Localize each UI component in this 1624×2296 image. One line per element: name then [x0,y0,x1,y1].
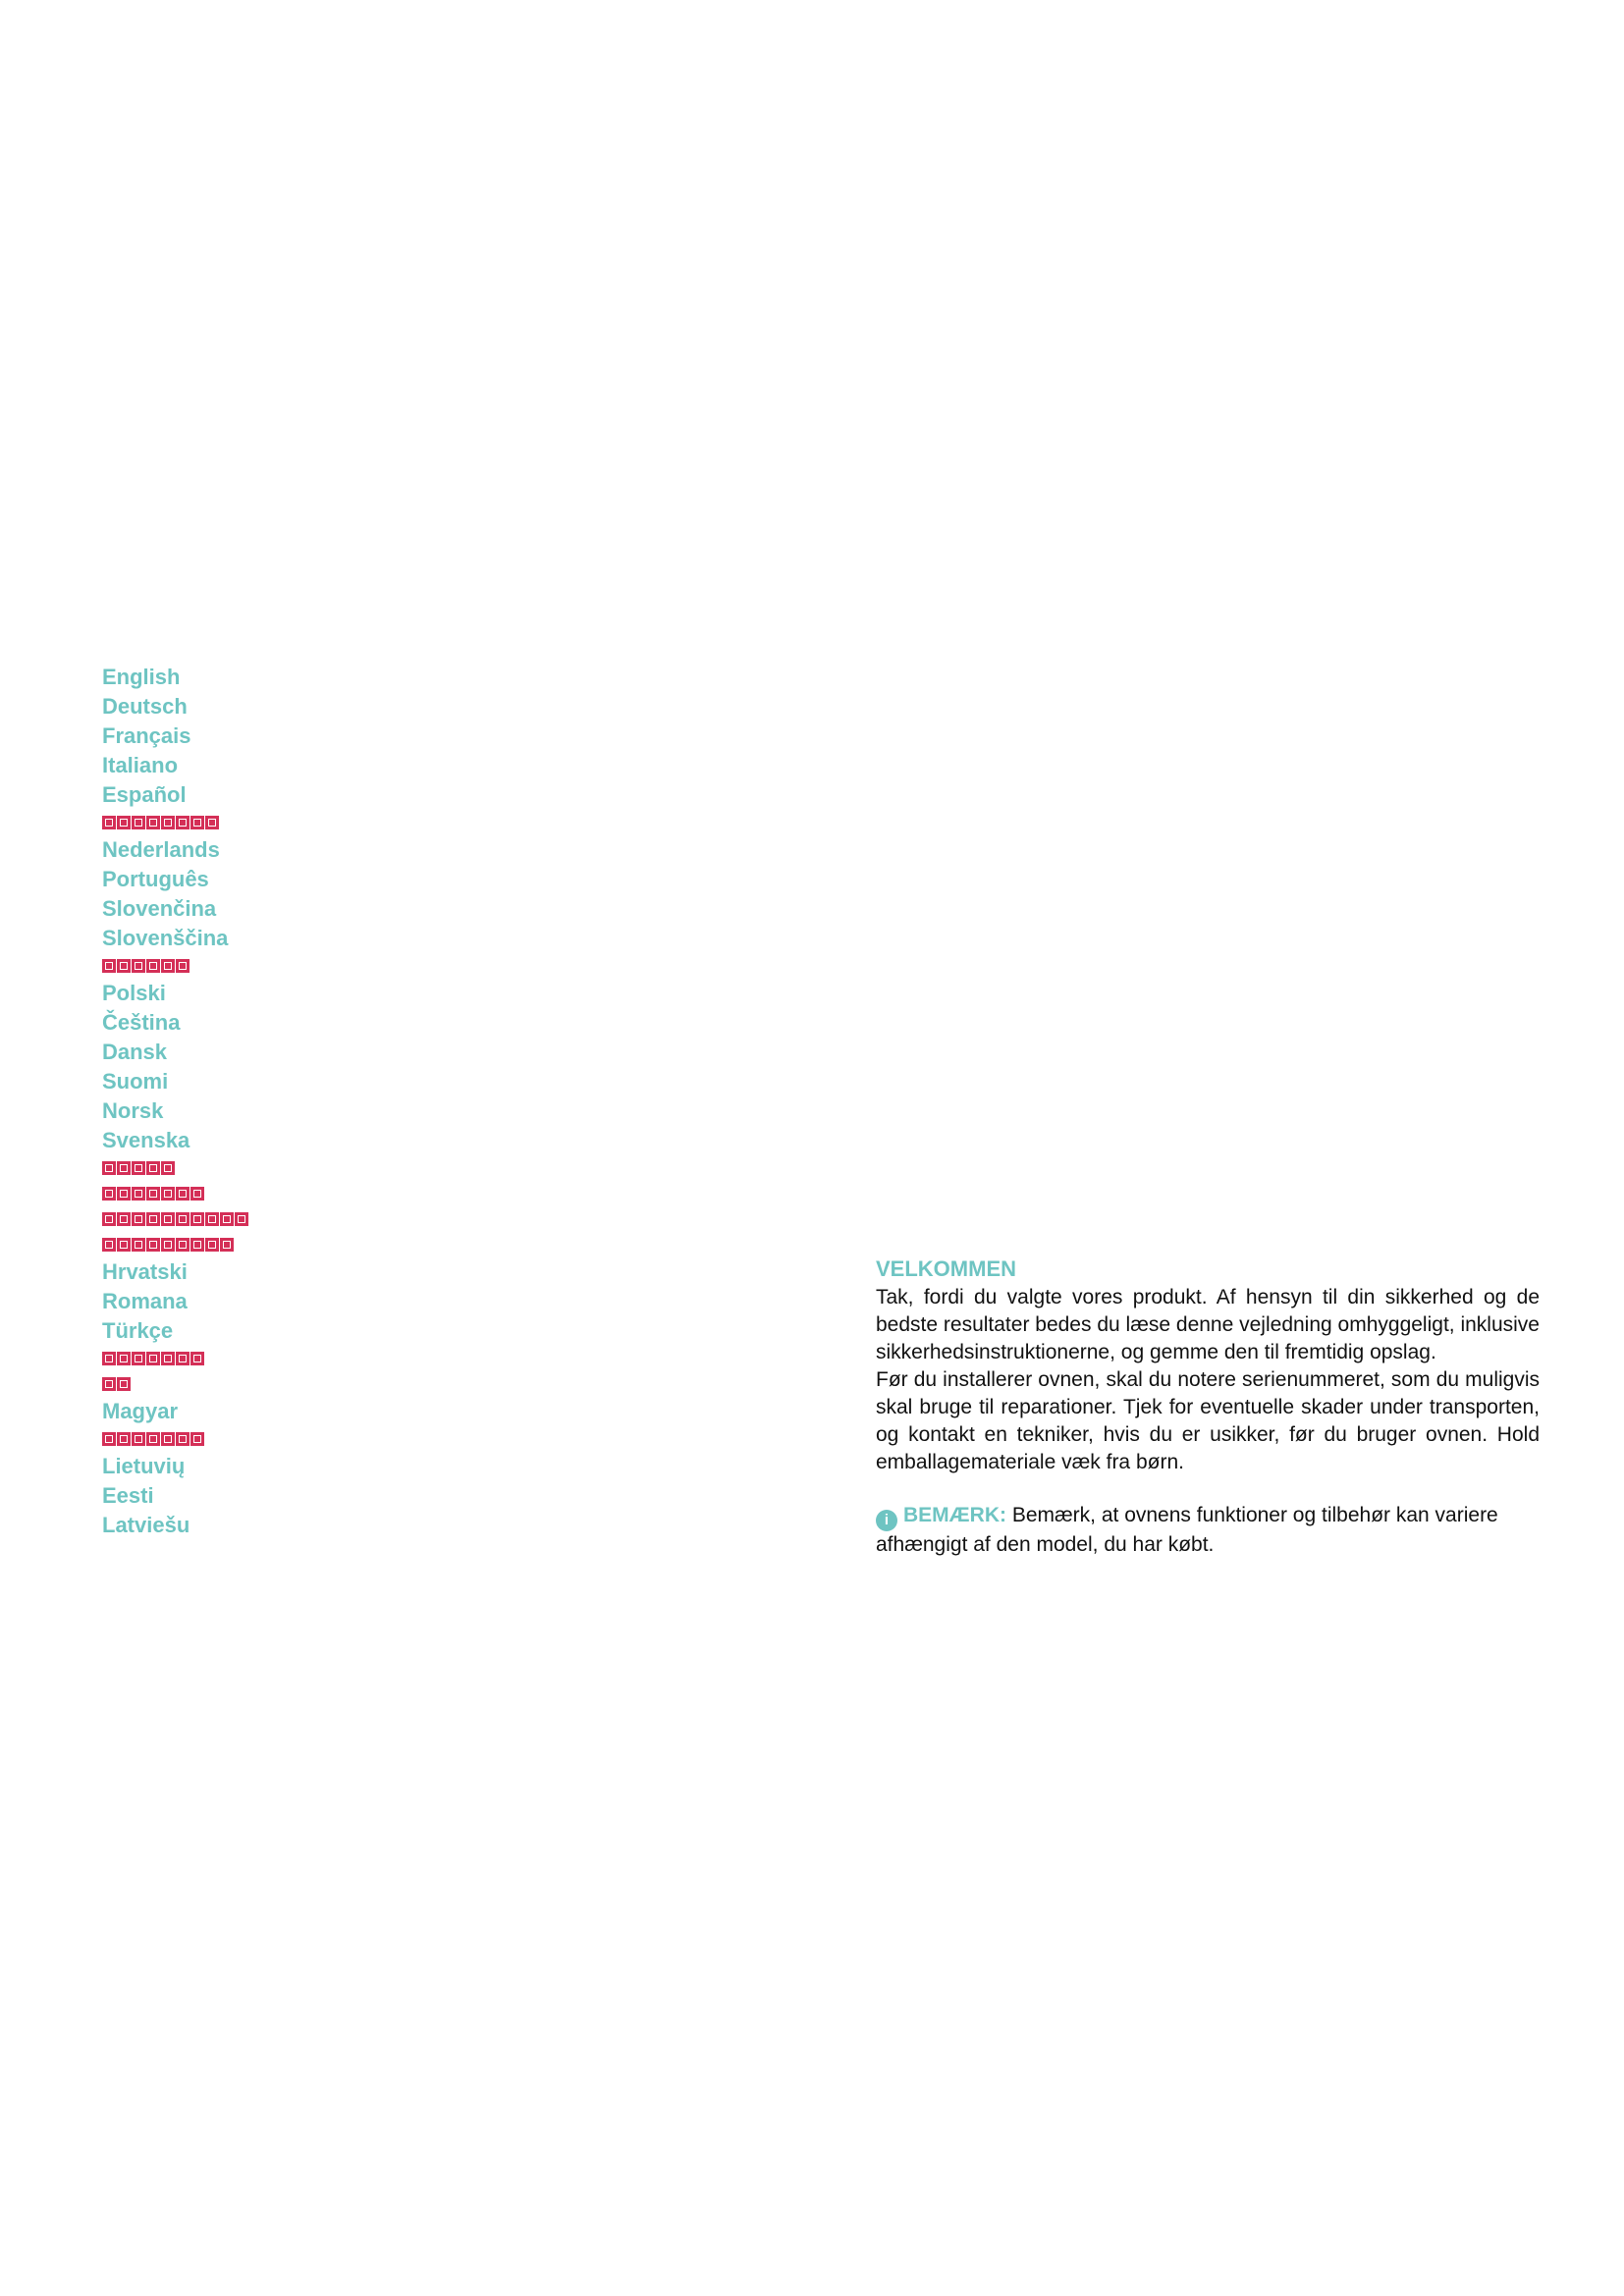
missing-glyph-box [146,959,160,973]
missing-glyph-box [146,1352,160,1365]
language-item-missing-glyphs [102,1232,248,1257]
info-icon: i [876,1510,897,1531]
language-item: Slovenščina [102,926,229,950]
language-item: Dansk [102,1040,168,1064]
missing-glyph-box [205,1238,219,1252]
missing-glyph-box [176,1187,189,1201]
missing-glyph-box [146,1238,160,1252]
missing-glyph-box [161,1432,175,1446]
missing-glyph-box [102,816,116,829]
missing-glyph-box [161,1161,175,1175]
missing-glyph-box [205,1212,219,1226]
missing-glyph-box [190,1352,204,1365]
language-item-missing-glyphs [102,1181,248,1206]
missing-glyph-box [102,1352,116,1365]
missing-glyph-box [220,1212,234,1226]
welcome-paragraph: Tak, fordi du valgte vores produkt. Af hensyn til din sikkerhed og de bedste resultater bedes du læse denne vejledning omhyggeligt, inklusive sikkerhedsinstruktionerne, og gemme den til fremtidig opslag. [876,1286,1540,1363]
language-item: Latviešu [102,1513,190,1537]
missing-glyph-box [190,1432,204,1446]
language-item: Italiano [102,753,179,777]
language-item: Eesti [102,1483,154,1508]
missing-glyph-box [176,1238,189,1252]
missing-glyph-box [117,1187,131,1201]
language-item: Français [102,723,191,748]
missing-glyph-box [235,1212,248,1226]
language-item: Romana [102,1289,188,1313]
missing-glyph-box [132,1432,145,1446]
missing-glyph-box [161,1187,175,1201]
missing-glyph-box [102,1212,116,1226]
missing-glyph-box [132,816,145,829]
missing-glyph-box [117,959,131,973]
note-label: BEMÆRK: [903,1504,1006,1526]
missing-glyph-box [102,1187,116,1201]
language-item: Deutsch [102,694,188,719]
language-item-missing-glyphs [102,1346,248,1371]
missing-glyph-box [132,1238,145,1252]
missing-glyph-box [161,959,175,973]
welcome-body [876,1284,1540,1476]
language-item: Slovenčina [102,896,217,921]
language-item-missing-glyphs [102,1155,248,1181]
missing-glyph-box [102,1238,116,1252]
missing-glyph-box [102,1161,116,1175]
welcome-heading: VELKOMMEN [876,1256,1016,1281]
language-item: Hrvatski [102,1259,188,1284]
language-item: Português [102,867,209,891]
missing-glyph-box [176,1352,189,1365]
missing-glyph-box [102,959,116,973]
language-item: Magyar [102,1399,179,1423]
missing-glyph-box [102,1377,116,1391]
language-item-missing-glyphs [102,1426,248,1452]
language-item-missing-glyphs [102,810,248,835]
missing-glyph-box [161,816,175,829]
install-paragraph: Før du installerer ovnen, skal du notere serienummeret, som du muligvis skal bruge til reparationer. Tjek for eventuelle skader under transporten, og kontakt en tekniker, hvis du er usikker, før du bruger ovnen. Hold emballagemateriale væk fra børn. [876,1368,1540,1473]
missing-glyph-box [190,816,204,829]
missing-glyph-box [190,1238,204,1252]
note-block [876,1502,1540,1559]
missing-glyph-box [146,1432,160,1446]
language-item: English [102,665,181,689]
welcome-section [876,1255,1540,1559]
language-item: Español [102,782,187,807]
missing-glyph-box [161,1352,175,1365]
language-item-missing-glyphs [102,953,248,979]
language-item: Suomi [102,1069,169,1094]
missing-glyph-box [117,1238,131,1252]
language-item: Čeština [102,1010,181,1035]
missing-glyph-box [146,1161,160,1175]
missing-glyph-box [102,1432,116,1446]
missing-glyph-box [132,1212,145,1226]
language-item: Türkçe [102,1318,174,1343]
missing-glyph-box [132,959,145,973]
missing-glyph-box [161,1212,175,1226]
missing-glyph-box [146,1212,160,1226]
missing-glyph-box [132,1352,145,1365]
missing-glyph-box [190,1212,204,1226]
language-item-missing-glyphs [102,1371,248,1397]
missing-glyph-box [117,1352,131,1365]
language-item: Nederlands [102,837,220,862]
language-list [102,663,248,1540]
language-item: Svenska [102,1128,190,1152]
missing-glyph-box [190,1187,204,1201]
missing-glyph-box [220,1238,234,1252]
missing-glyph-box [176,1212,189,1226]
missing-glyph-box [117,816,131,829]
missing-glyph-box [117,1212,131,1226]
missing-glyph-box [146,816,160,829]
language-item: Polski [102,981,166,1005]
language-item-missing-glyphs [102,1206,248,1232]
missing-glyph-box [132,1187,145,1201]
missing-glyph-box [161,1238,175,1252]
missing-glyph-box [117,1377,131,1391]
note-text: Bemærk, at ovnens funktioner og tilbehør kan variere afhængigt af den model, du har købt. [876,1504,1498,1556]
missing-glyph-box [117,1432,131,1446]
missing-glyph-box [132,1161,145,1175]
missing-glyph-box [117,1161,131,1175]
language-item: Norsk [102,1098,164,1123]
missing-glyph-box [146,1187,160,1201]
missing-glyph-box [176,959,189,973]
missing-glyph-box [176,816,189,829]
missing-glyph-box [176,1432,189,1446]
missing-glyph-box [205,816,219,829]
language-item: Lietuvių [102,1454,186,1478]
